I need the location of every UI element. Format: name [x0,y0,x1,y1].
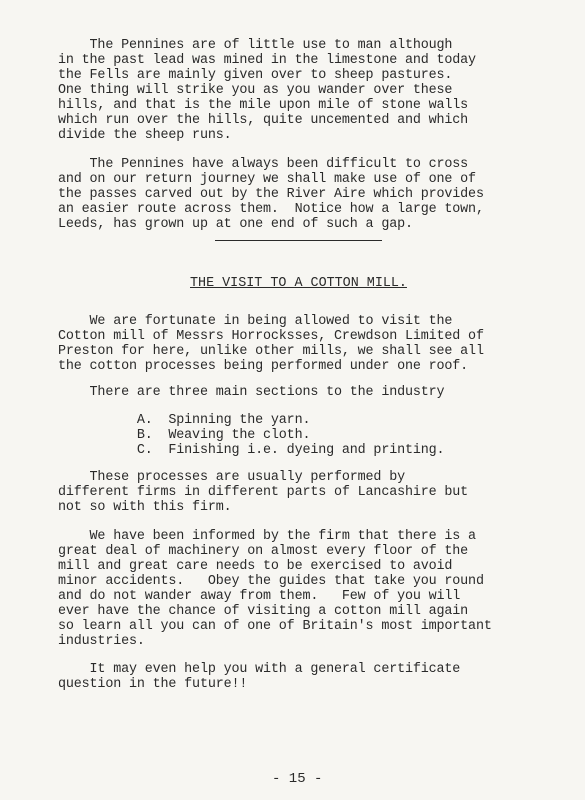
text-line: industries. [58,634,145,649]
text-line: divide the sheep runs. [58,128,232,143]
text-line: and do not wander away from them. Few of you will [58,589,461,604]
text-line: Preston for here, unlike other mills, we shall see all [58,344,484,359]
text-line: the cotton processes being performed under one roof. [58,359,469,374]
text-line: These processes are usually performed by [58,470,405,485]
text-line: There are three main sections to the industry [58,385,445,400]
list-item: A. Spinning the yarn. [58,413,311,428]
text-line: which run over the hills, quite uncemented and which [58,113,469,128]
text-line: in the past lead was mined in the limestone and today [58,53,476,68]
list-item: B. Weaving the cloth. [58,428,311,443]
text-line: and on our return journey we shall make use of one of [58,172,476,187]
text-line: hills, and that is the mile upon mile of stone walls [58,98,469,113]
text-line: It may even help you with a general certificate [58,662,461,677]
text-line: an easier route across them. Notice how a large town, [58,202,484,217]
section-title: THE VISIT TO A COTTON MILL. [190,276,407,291]
text-line: question in the future!! [58,677,248,692]
text-line: The Pennines are of little use to man although [58,38,453,53]
text-line: minor accidents. Obey the guides that take you round [58,574,484,589]
text-line: so learn all you can of one of Britain's most important [58,619,492,634]
text-line: Leeds, has grown up at one end of such a gap. [58,217,413,232]
text-line: mill and great care needs to be exercised to avoid [58,559,453,574]
text-line: Cotton mill of Messrs Horrocksses, Crewdson Limited of [58,329,484,344]
text-line: The Pennines have always been difficult to cross [58,157,469,172]
list-item: C. Finishing i.e. dyeing and printing. [58,443,445,458]
section-divider [215,240,382,241]
text-line: We have been informed by the firm that there is a [58,529,476,544]
page-number: - 15 - [272,771,323,787]
text-line: not so with this firm. [58,500,232,515]
text-line: ever have the chance of visiting a cotton mill again [58,604,469,619]
text-line: the passes carved out by the River Aire which provides [58,187,484,202]
text-line: great deal of machinery on almost every floor of the [58,544,469,559]
text-line: One thing will strike you as you wander over these [58,83,453,98]
text-line: We are fortunate in being allowed to visit the [58,314,453,329]
text-line: different firms in different parts of Lancashire but [58,485,469,500]
text-line: the Fells are mainly given over to sheep pastures. [58,68,453,83]
